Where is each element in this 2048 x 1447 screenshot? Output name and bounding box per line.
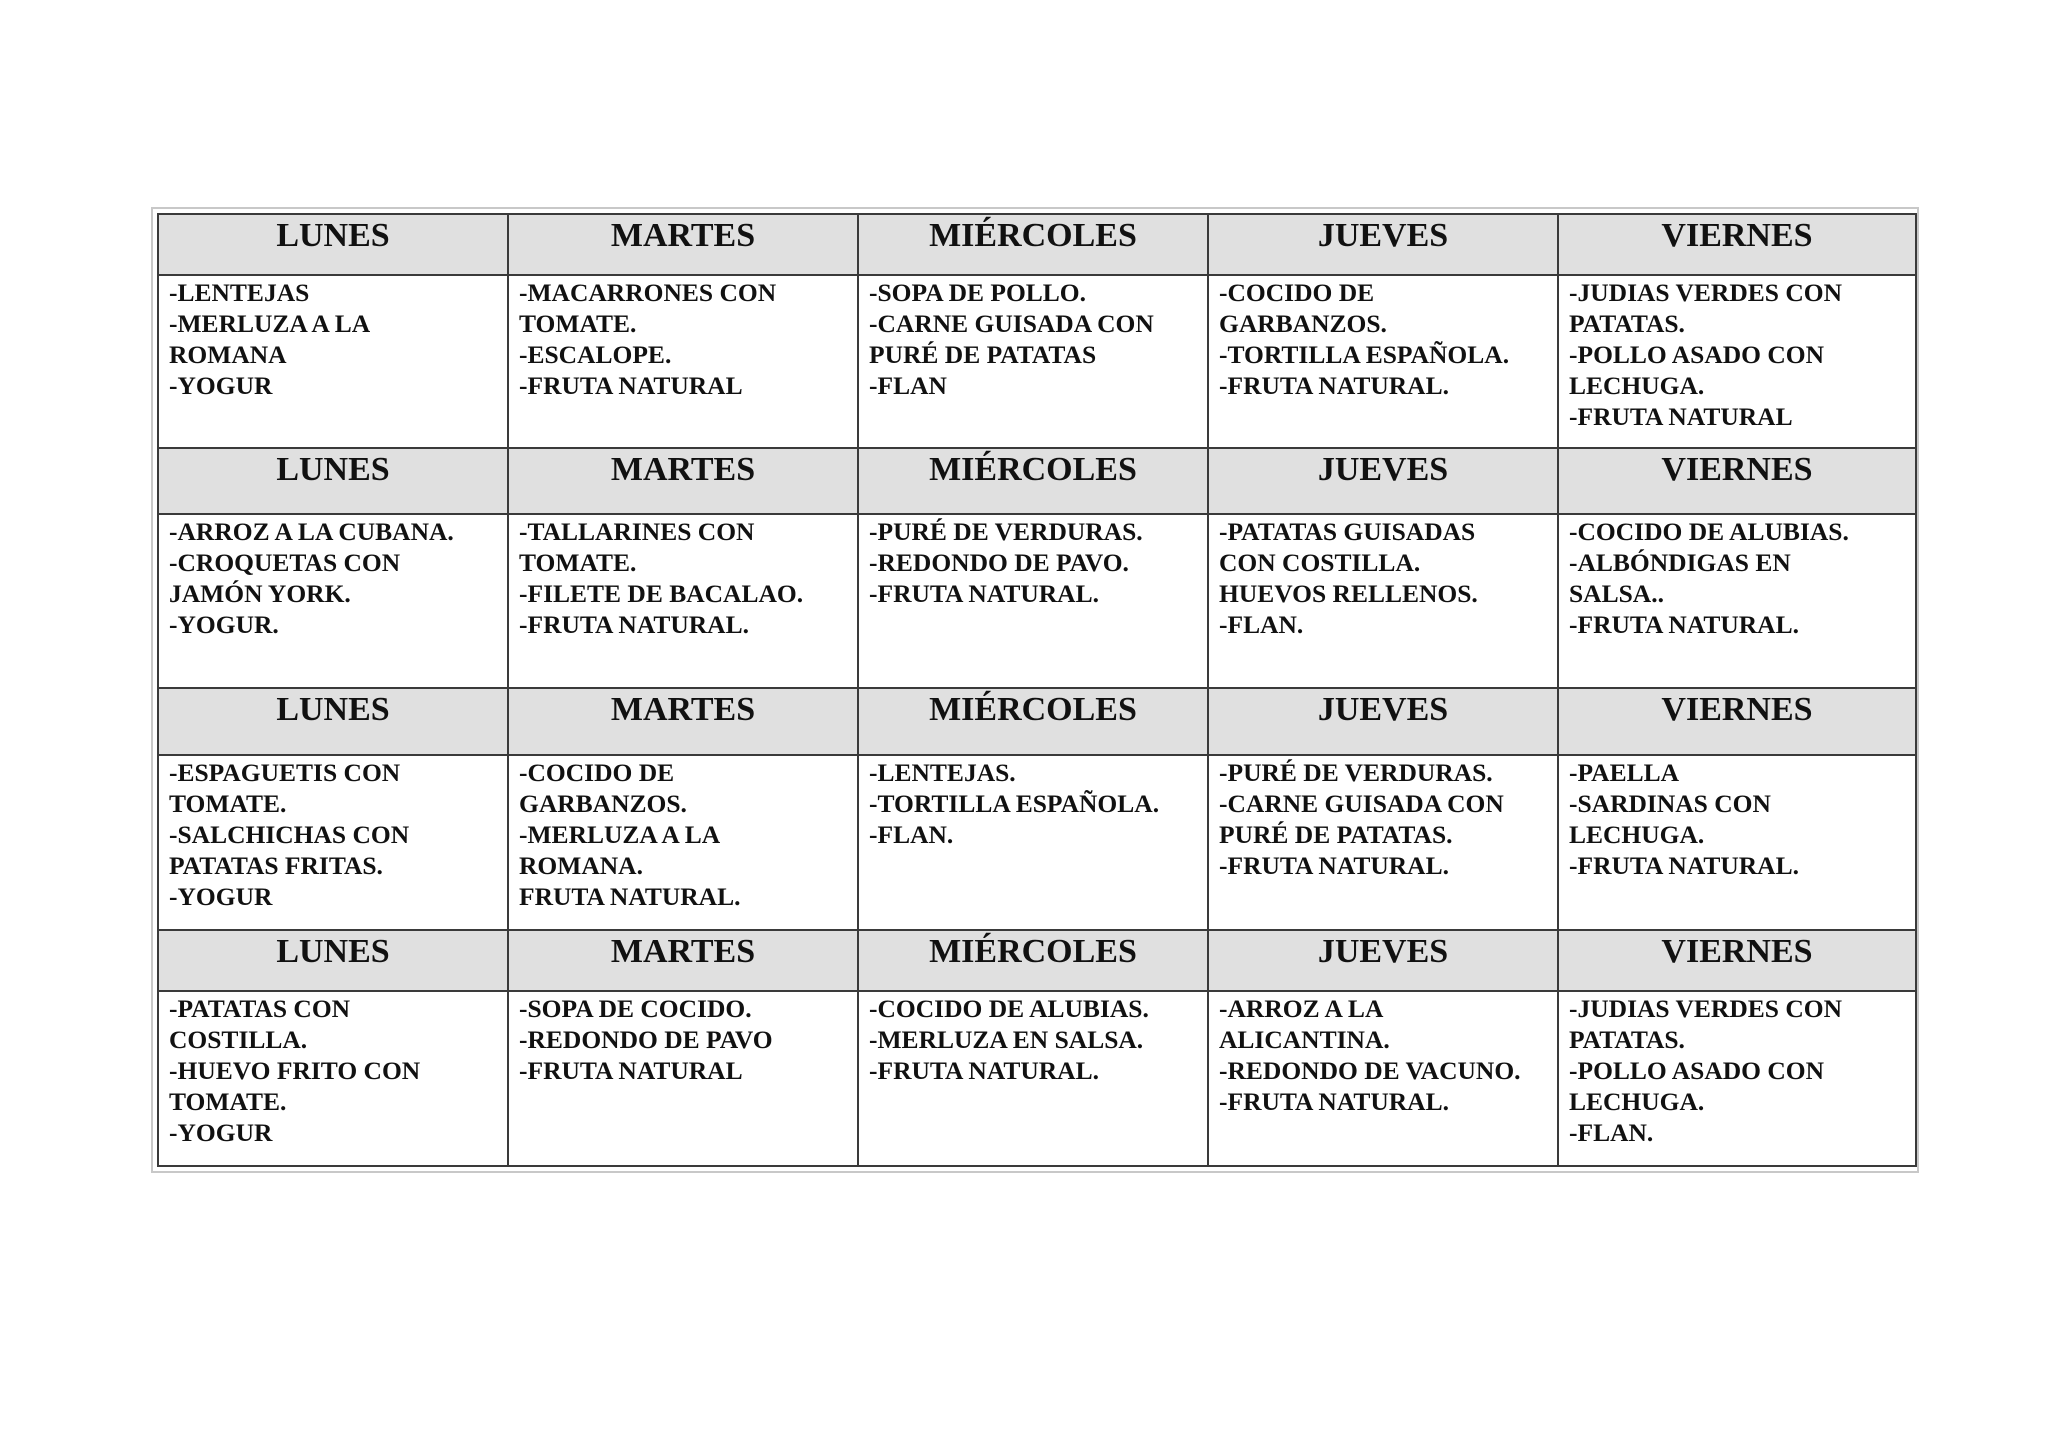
meal-item: -FRUTA NATURAL xyxy=(519,1055,743,1085)
meal-item: -HUEVO FRITO CON xyxy=(169,1055,421,1085)
meal-cell xyxy=(858,275,1208,448)
meal-item: -YOGUR xyxy=(169,370,273,400)
meal-cell xyxy=(1558,991,1916,1166)
meal-item: -CARNE GUISADA CON xyxy=(869,308,1154,338)
meal-cell xyxy=(508,514,858,688)
day-header-4: JUEVES xyxy=(1208,930,1558,991)
meal-item: -FLAN. xyxy=(1569,1117,1654,1147)
day-header-3: MIÉRCOLES xyxy=(858,930,1208,991)
meal-item: -FRUTA NATURAL xyxy=(1569,401,1793,431)
meal-item: -PATATAS CON xyxy=(169,993,351,1023)
day-header-3: MIÉRCOLES xyxy=(858,688,1208,755)
meal-item: -REDONDO DE PAVO xyxy=(519,1024,773,1054)
meal-item: -ALBÓNDIGAS EN xyxy=(1569,548,1791,578)
meal-item: -MACARRONES CON xyxy=(519,277,777,307)
meal-cell xyxy=(1208,755,1558,930)
meal-item: -LENTEJAS. xyxy=(869,758,1016,788)
meal-item: -TORTILLA ESPAÑOLA. xyxy=(869,789,1160,819)
meal-item: -REDONDO DE VACUNO. xyxy=(1219,1055,1521,1085)
day-header-4: JUEVES xyxy=(1208,448,1558,515)
meal-item: -CROQUETAS CON xyxy=(169,548,401,578)
meal-item: TOMATE. xyxy=(519,308,637,338)
day-header-1: LUNES xyxy=(158,930,508,991)
meal-cell xyxy=(158,514,508,688)
meal-row xyxy=(158,991,1916,1166)
day-header-4: JUEVES xyxy=(1208,214,1558,275)
meal-item: -SARDINAS CON xyxy=(1569,789,1771,819)
meal-item: -YOGUR. xyxy=(169,610,279,640)
meal-item: -FLAN. xyxy=(869,820,954,850)
meal-cell xyxy=(508,755,858,930)
meal-item: ROMANA xyxy=(169,339,287,369)
menu-table-frame xyxy=(151,207,1919,1173)
meal-item: -COCIDO DE ALUBIAS. xyxy=(1569,517,1849,547)
meal-item: COSTILLA. xyxy=(169,1024,308,1054)
meal-item: -SOPA DE POLLO. xyxy=(869,277,1087,307)
meal-item: -FLAN. xyxy=(1219,610,1304,640)
meal-item: -YOGUR xyxy=(169,882,273,912)
meal-cell xyxy=(1208,514,1558,688)
day-header-3: MIÉRCOLES xyxy=(858,448,1208,515)
meal-item: TOMATE. xyxy=(519,548,637,578)
day-header-4: JUEVES xyxy=(1208,688,1558,755)
day-header-2: MARTES xyxy=(508,930,858,991)
meal-item: -COCIDO DE xyxy=(1219,277,1375,307)
day-header-2: MARTES xyxy=(508,688,858,755)
meal-item: -ESCALOPE. xyxy=(519,339,672,369)
meal-item: LECHUGA. xyxy=(1569,370,1705,400)
meal-item: CON COSTILLA. xyxy=(1219,548,1421,578)
meal-cell xyxy=(1208,991,1558,1166)
meal-cell xyxy=(508,275,858,448)
meal-item: GARBANZOS. xyxy=(519,789,687,819)
meal-item: -FRUTA NATURAL. xyxy=(519,610,749,640)
menu-body xyxy=(158,214,1916,1166)
meal-item: -PURÉ DE VERDURAS. xyxy=(1219,758,1493,788)
meal-item: GARBANZOS. xyxy=(1219,308,1387,338)
day-header-1: LUNES xyxy=(158,688,508,755)
day-header-5: VIERNES xyxy=(1558,448,1916,515)
meal-item: LECHUGA. xyxy=(1569,820,1705,850)
meal-item: PATATAS FRITAS. xyxy=(169,851,383,881)
meal-cell xyxy=(508,991,858,1166)
day-header-1: LUNES xyxy=(158,448,508,515)
meal-item: -FRUTA NATURAL xyxy=(519,370,743,400)
meal-item: TOMATE. xyxy=(169,1086,287,1116)
meal-item: -PATATAS GUISADAS xyxy=(1219,517,1476,547)
meal-item: TOMATE. xyxy=(169,789,287,819)
meal-item: ROMANA. xyxy=(519,851,643,881)
meal-item: -FRUTA NATURAL. xyxy=(1569,610,1799,640)
day-header-5: VIERNES xyxy=(1558,688,1916,755)
day-header-1: LUNES xyxy=(158,214,508,275)
meal-cell xyxy=(858,514,1208,688)
meal-item: -POLLO ASADO CON xyxy=(1569,339,1825,369)
meal-item: PATATAS. xyxy=(1569,1024,1685,1054)
meal-item: PURÉ DE PATATAS xyxy=(869,339,1097,369)
meal-item: -JUDIAS VERDES CON xyxy=(1569,993,1842,1023)
meal-item: -FRUTA NATURAL. xyxy=(1219,851,1449,881)
meal-item: -MERLUZA A LA xyxy=(519,820,721,850)
meal-cell xyxy=(158,755,508,930)
meal-item: -FRUTA NATURAL. xyxy=(1219,370,1449,400)
meal-cell xyxy=(158,275,508,448)
meal-item: -MERLUZA EN SALSA. xyxy=(869,1024,1144,1054)
day-header-5: VIERNES xyxy=(1558,930,1916,991)
meal-item: -FRUTA NATURAL. xyxy=(869,1055,1099,1085)
meal-item: ALICANTINA. xyxy=(1219,1024,1390,1054)
day-header-2: MARTES xyxy=(508,448,858,515)
meal-item: -FILETE DE BACALAO. xyxy=(519,579,804,609)
meal-cell xyxy=(158,991,508,1166)
meal-item: -SOPA DE COCIDO. xyxy=(519,993,752,1023)
meal-item: LECHUGA. xyxy=(1569,1086,1705,1116)
meal-item: -LENTEJAS xyxy=(169,277,310,307)
day-header-3: MIÉRCOLES xyxy=(858,214,1208,275)
meal-cell xyxy=(1558,755,1916,930)
meal-item: -SALCHICHAS CON xyxy=(169,820,410,850)
meal-item: -FRUTA NATURAL. xyxy=(1219,1086,1449,1116)
meal-row xyxy=(158,275,1916,448)
meal-item: HUEVOS RELLENOS. xyxy=(1219,579,1478,609)
meal-item: -JUDIAS VERDES CON xyxy=(1569,277,1842,307)
meal-item: -ARROZ A LA CUBANA. xyxy=(169,517,454,547)
meal-item: -PAELLA xyxy=(1569,758,1680,788)
meal-item: -POLLO ASADO CON xyxy=(1569,1055,1825,1085)
day-header-2: MARTES xyxy=(508,214,858,275)
meal-item: SALSA.. xyxy=(1569,579,1664,609)
meal-item: -COCIDO DE ALUBIAS. xyxy=(869,993,1149,1023)
meal-item: -CARNE GUISADA CON xyxy=(1219,789,1504,819)
meal-item: PURÉ DE PATATAS. xyxy=(1219,820,1453,850)
day-header-5: VIERNES xyxy=(1558,214,1916,275)
meal-cell xyxy=(858,755,1208,930)
meal-cell xyxy=(1558,514,1916,688)
meal-item: -MERLUZA A LA xyxy=(169,308,371,338)
meal-item: -FRUTA NATURAL. xyxy=(869,579,1099,609)
meal-row xyxy=(158,514,1916,688)
day-header-row xyxy=(158,448,1916,515)
meal-item: -ARROZ A LA xyxy=(1219,993,1384,1023)
meal-item: -TALLARINES CON xyxy=(519,517,755,547)
meal-cell xyxy=(1558,275,1916,448)
meal-item: -TORTILLA ESPAÑOLA. xyxy=(1219,339,1510,369)
meal-item: -REDONDO DE PAVO. xyxy=(869,548,1129,578)
meal-item: FRUTA NATURAL. xyxy=(519,882,741,912)
day-header-row xyxy=(158,214,1916,275)
meal-item: -COCIDO DE xyxy=(519,758,675,788)
meal-item: -ESPAGUETIS CON xyxy=(169,758,401,788)
meal-item: PATATAS. xyxy=(1569,308,1685,338)
day-header-row xyxy=(158,688,1916,755)
meal-item: JAMÓN YORK. xyxy=(169,579,351,609)
day-header-row xyxy=(158,930,1916,991)
meal-cell xyxy=(1208,275,1558,448)
meal-row xyxy=(158,755,1916,930)
weekly-menu-table xyxy=(157,213,1917,1167)
meal-item: -FRUTA NATURAL. xyxy=(1569,851,1799,881)
meal-item: -PURÉ DE VERDURAS. xyxy=(869,517,1143,547)
meal-item: -FLAN xyxy=(869,370,947,400)
meal-cell xyxy=(858,991,1208,1166)
meal-item: -YOGUR xyxy=(169,1117,273,1147)
